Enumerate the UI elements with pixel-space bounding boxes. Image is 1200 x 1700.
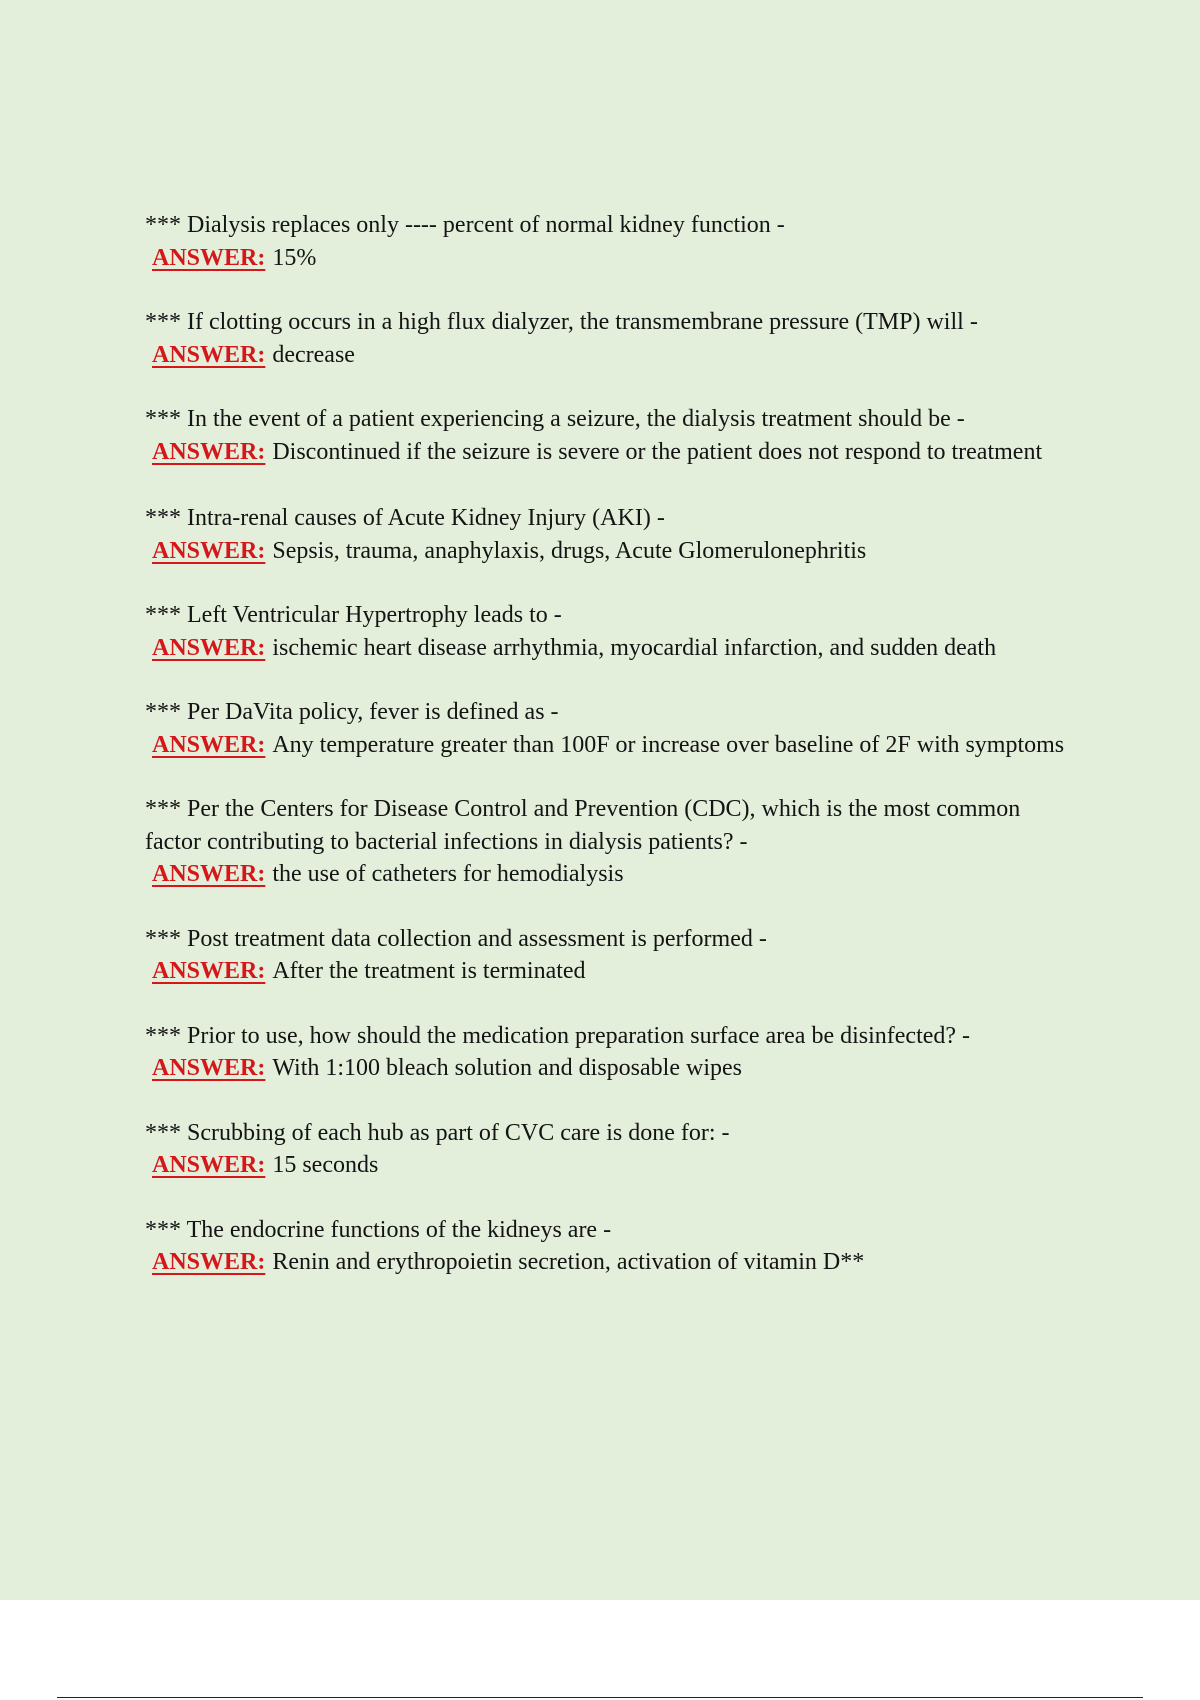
answer-label: ANSWER: <box>152 958 266 984</box>
footer-divider <box>57 1697 1143 1698</box>
question-text: *** The endocrine functions of the kidneys are - <box>145 1216 612 1243</box>
answer-text: With 1:100 bleach solution and disposable wipes <box>272 1055 742 1081</box>
qa-item <box>145 1020 1075 1085</box>
answer-text: 15 seconds <box>272 1152 379 1178</box>
question-text: *** Scrubbing of each hub as part of CVC care is done for: - <box>145 1119 730 1146</box>
qa-item <box>145 599 1075 664</box>
answer-label: ANSWER: <box>152 438 266 465</box>
answer-label: ANSWER: <box>152 1249 266 1275</box>
answer-text: 15% <box>272 244 317 271</box>
question-text: *** Dialysis replaces only ---- percent of normal kidney function - <box>145 212 785 238</box>
answer-label: ANSWER: <box>152 731 266 758</box>
question-text: *** Per DaVita policy, fever is defined as - <box>145 699 559 725</box>
question-text: *** Post treatment data collection and assessment is performed - <box>145 925 767 952</box>
answer-label: ANSWER: <box>152 1152 266 1178</box>
answer-text: Sepsis, trauma, anaphylaxis, drugs, Acute Glomerulonephritis <box>272 537 867 564</box>
answer-text: After the treatment is terminated <box>272 958 586 984</box>
qa-item <box>145 1214 1075 1279</box>
qa-item <box>145 502 1075 567</box>
question-text: *** Prior to use, how should the medication preparation surface area be disinfected? - <box>145 1022 971 1049</box>
question-text: *** Intra-renal causes of Acute Kidney Injury (AKI) - <box>145 505 665 531</box>
question-text: *** Per the Centers for Disease Control and Prevention (CDC), which is the most common factor contributing to bacterial infections in dialysis patients? - <box>145 796 1021 855</box>
qa-item <box>145 209 1075 274</box>
answer-label: ANSWER: <box>152 244 266 271</box>
qa-list <box>145 209 1075 1311</box>
question-text: *** Left Ventricular Hypertrophy leads to - <box>145 602 562 628</box>
answer-label: ANSWER: <box>152 341 266 368</box>
question-text: *** If clotting occurs in a high flux dialyzer, the transmembrane pressure (TMP) will - <box>145 309 978 335</box>
question-text: *** In the event of a patient experiencing a seizure, the dialysis treatment should be - <box>145 406 965 432</box>
qa-item <box>145 1117 1075 1182</box>
qa-item <box>145 306 1075 371</box>
answer-label: ANSWER: <box>152 861 266 887</box>
answer-text: Renin and erythropoietin secretion, activation of vitamin D** <box>272 1249 865 1275</box>
qa-item <box>145 403 1075 468</box>
answer-text: the use of catheters for hemodialysis <box>272 861 624 887</box>
answer-text: ischemic heart disease arrhythmia, myocardial infarction, and sudden death <box>272 634 997 661</box>
answer-label: ANSWER: <box>152 1055 266 1081</box>
answer-label: ANSWER: <box>152 537 266 564</box>
qa-item <box>145 793 1075 891</box>
qa-item <box>145 923 1075 988</box>
qa-item <box>145 696 1075 761</box>
answer-text: Any temperature greater than 100F or increase over baseline of 2F with symptoms <box>272 731 1065 758</box>
answer-text: Discontinued if the seizure is severe or the patient does not respond to treatment <box>272 438 1043 465</box>
answer-label: ANSWER: <box>152 634 266 661</box>
answer-text: decrease <box>272 341 355 368</box>
